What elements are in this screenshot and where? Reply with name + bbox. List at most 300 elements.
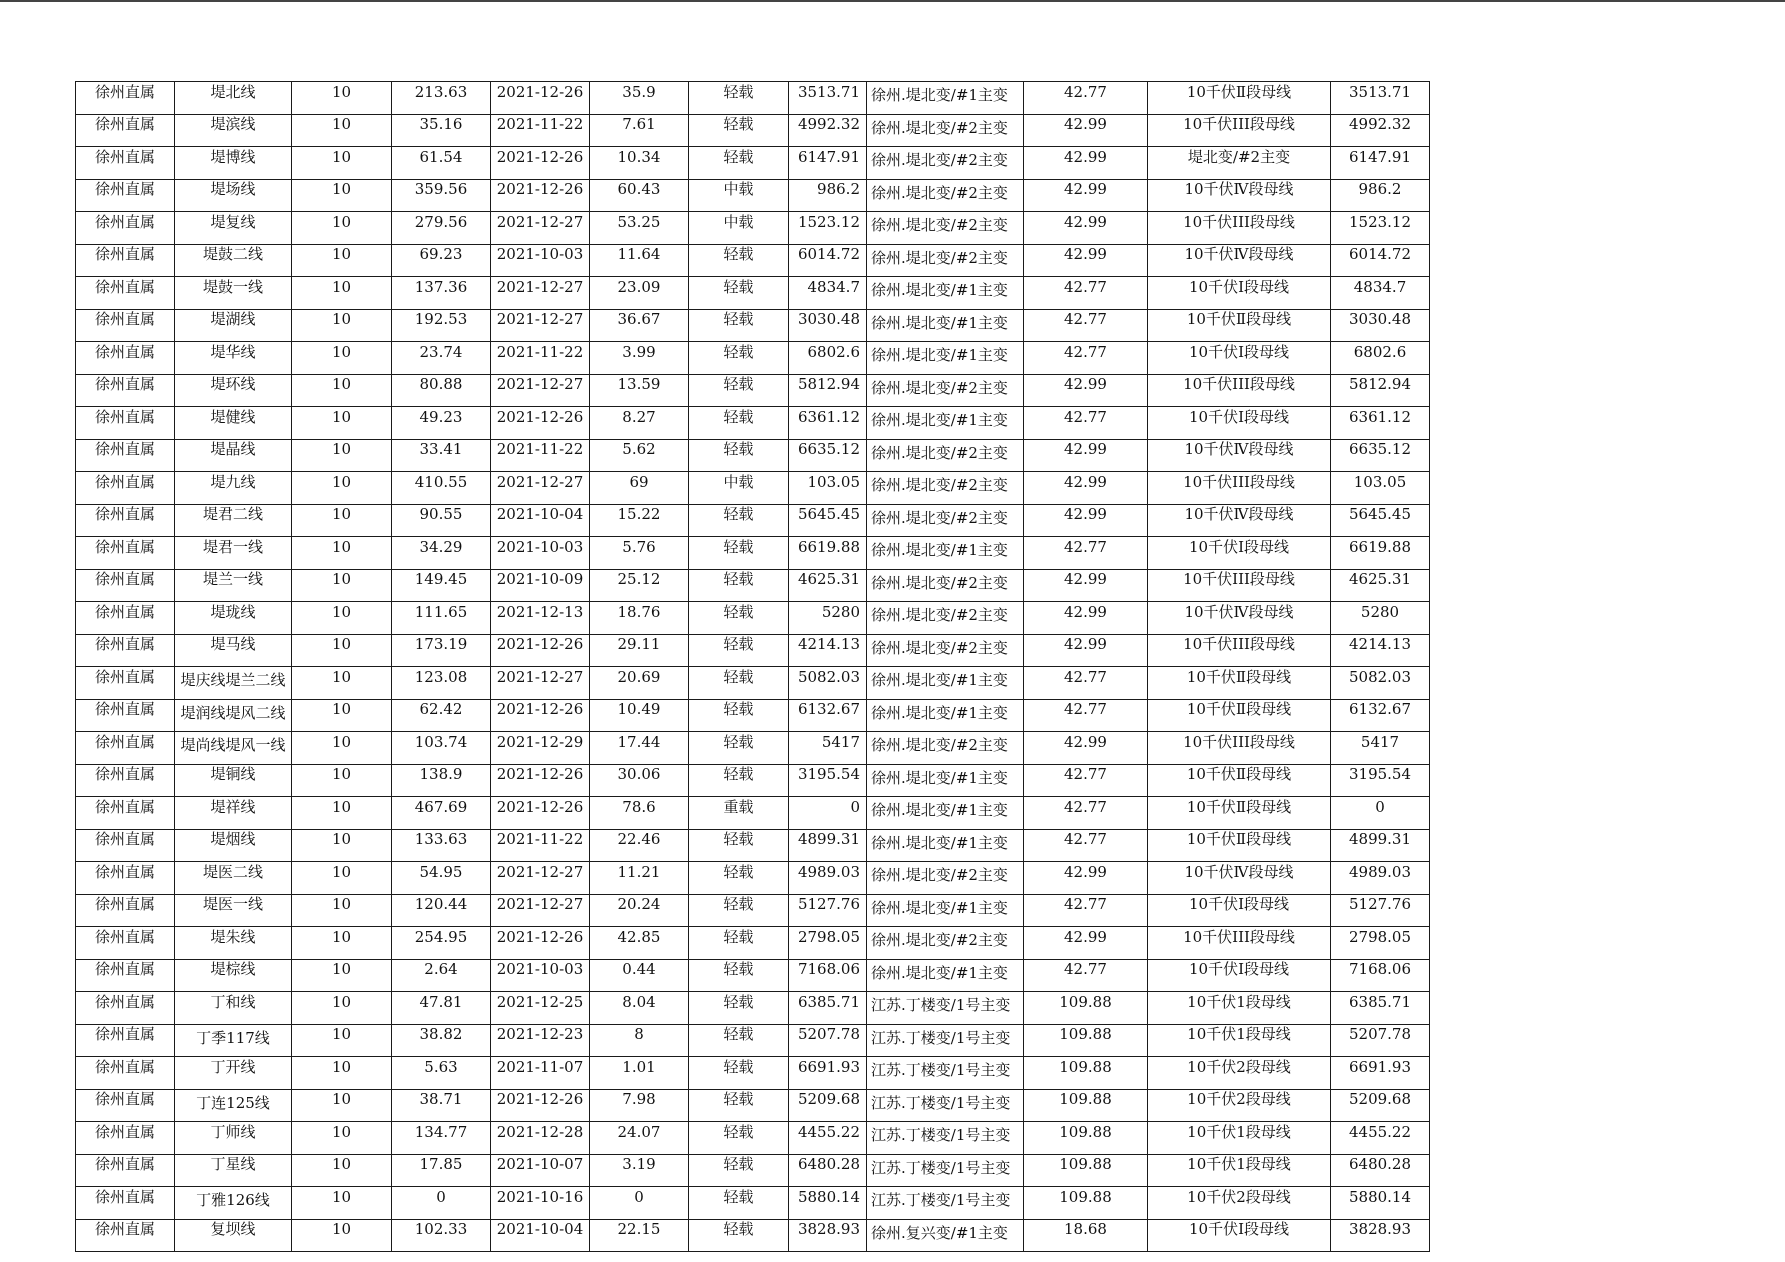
unit-text: 徐州直属 <box>94 733 155 751</box>
capacity-text: 5082.03 <box>797 668 860 686</box>
line-name-text: 堤滨线 <box>210 116 256 134</box>
transformer-load-cell <box>1024 82 1148 115</box>
capacity-cell <box>789 374 867 407</box>
bus-cell <box>1148 602 1331 635</box>
capacity-text: 1523.12 <box>797 213 860 231</box>
load-status-text: 轻载 <box>723 1058 754 1076</box>
line-name-text: 丁雅126线 <box>196 1191 270 1209</box>
load-status-cell <box>689 1187 789 1220</box>
capacity-cell <box>789 244 867 277</box>
table-row <box>76 1024 1430 1057</box>
transformer-cell <box>867 1057 1024 1090</box>
unit-cell <box>76 829 175 862</box>
current-text: 62.42 <box>419 701 463 719</box>
current-cell <box>392 1187 491 1220</box>
unit-cell <box>76 1154 175 1187</box>
date-text: 2021-12-27 <box>496 863 584 881</box>
voltage-cell <box>292 602 392 635</box>
bus-cell <box>1148 244 1331 277</box>
capacity-text: 6691.93 <box>797 1058 860 1076</box>
available-capacity-text: 6147.91 <box>1348 148 1412 166</box>
load-status-cell <box>689 439 789 472</box>
voltage-cell <box>292 82 392 115</box>
transformer-cell <box>867 634 1024 667</box>
date-text: 2021-12-26 <box>496 701 584 719</box>
bus-text: 10千伏Ⅰ段母线 <box>1188 896 1289 914</box>
voltage-cell <box>292 1187 392 1220</box>
unit-text: 徐州直属 <box>94 1026 155 1044</box>
transformer-text: 徐州.堤北变/#1主变 <box>871 801 1008 819</box>
date-cell <box>491 797 590 830</box>
load-rate-cell <box>590 472 689 505</box>
available-capacity-cell <box>1331 439 1430 472</box>
available-capacity-cell <box>1331 569 1430 602</box>
line-name-cell <box>175 244 292 277</box>
load-rate-cell <box>590 1219 689 1252</box>
voltage-text: 10 <box>331 83 352 101</box>
load-status-text: 轻载 <box>723 83 754 101</box>
unit-cell <box>76 894 175 927</box>
current-cell <box>392 634 491 667</box>
unit-cell <box>76 1057 175 1090</box>
transformer-cell <box>867 147 1024 180</box>
current-text: 5.63 <box>424 1058 458 1076</box>
line-name-cell <box>175 602 292 635</box>
load-rate-cell <box>590 927 689 960</box>
voltage-text: 10 <box>331 961 352 979</box>
load-rate-text: 69 <box>629 473 649 491</box>
line-name-cell <box>175 537 292 570</box>
unit-cell <box>76 1187 175 1220</box>
load-rate-text: 0 <box>634 1188 644 1206</box>
available-capacity-cell <box>1331 829 1430 862</box>
line-name-cell <box>175 147 292 180</box>
voltage-cell <box>292 504 392 537</box>
load-rate-cell <box>590 114 689 147</box>
available-capacity-cell <box>1331 244 1430 277</box>
table-row <box>76 1122 1430 1155</box>
date-text: 2021-10-03 <box>496 246 584 264</box>
transformer-load-text: 42.99 <box>1064 733 1107 751</box>
voltage-cell <box>292 277 392 310</box>
transformer-text: 徐州.堤北变/#1主变 <box>871 963 1008 982</box>
spreadsheet-page <box>75 81 1430 1252</box>
bus-text: 10千伏Ⅰ段母线 <box>1188 538 1289 556</box>
capacity-text: 3030.48 <box>797 311 860 329</box>
transformer-cell <box>867 1122 1024 1155</box>
current-cell <box>392 114 491 147</box>
unit-text: 徐州直属 <box>94 1123 155 1141</box>
transformer-cell <box>867 667 1024 700</box>
voltage-text: 10 <box>331 571 352 589</box>
current-text: 17.85 <box>419 1156 463 1174</box>
transformer-text: 江苏.丁楼变/1号主变 <box>871 1158 1011 1177</box>
voltage-cell <box>292 699 392 732</box>
transformer-cell <box>867 829 1024 862</box>
load-rate-cell <box>590 1154 689 1187</box>
current-text: 410.55 <box>414 473 468 491</box>
table-row <box>76 602 1430 635</box>
current-text: 137.36 <box>414 278 468 296</box>
current-text: 111.65 <box>414 603 468 621</box>
capacity-text: 4899.31 <box>797 831 860 849</box>
available-capacity-cell <box>1331 602 1430 635</box>
load-status-text: 轻载 <box>723 1221 754 1239</box>
voltage-cell <box>292 147 392 180</box>
bus-cell <box>1148 472 1331 505</box>
load-rate-cell <box>590 439 689 472</box>
date-cell <box>491 732 590 765</box>
load-status-cell <box>689 537 789 570</box>
transformer-cell <box>867 992 1024 1025</box>
capacity-text: 5645.45 <box>797 506 860 524</box>
load-status-text: 轻载 <box>723 148 754 166</box>
available-capacity-text: 6014.72 <box>1348 246 1412 264</box>
load-status-cell <box>689 179 789 212</box>
load-rate-text: 36.67 <box>617 311 661 329</box>
transformer-load-cell <box>1024 569 1148 602</box>
line-name-text: 堤铜线 <box>210 766 256 784</box>
current-text: 133.63 <box>414 831 468 849</box>
voltage-cell <box>292 894 392 927</box>
date-cell <box>491 569 590 602</box>
line-name-cell <box>175 829 292 862</box>
capacity-cell <box>789 1154 867 1187</box>
bus-text: 10千伏Ⅱ段母线 <box>1186 766 1292 784</box>
voltage-cell <box>292 667 392 700</box>
load-status-cell <box>689 1057 789 1090</box>
available-capacity-text: 5417 <box>1360 733 1400 751</box>
current-cell <box>392 959 491 992</box>
unit-cell <box>76 537 175 570</box>
transformer-load-text: 42.77 <box>1064 408 1107 426</box>
load-status-text: 轻载 <box>723 246 754 264</box>
available-capacity-text: 6802.6 <box>1353 343 1407 361</box>
table-row <box>76 179 1430 212</box>
transformer-load-text: 42.99 <box>1064 376 1107 394</box>
current-cell <box>392 699 491 732</box>
date-text: 2021-12-27 <box>496 311 584 329</box>
bus-text: 10千伏III段母线 <box>1183 473 1295 491</box>
current-cell <box>392 439 491 472</box>
bus-cell <box>1148 667 1331 700</box>
date-text: 2021-10-04 <box>496 506 584 524</box>
transformer-cell <box>867 862 1024 895</box>
line-name-cell <box>175 862 292 895</box>
bus-text: 10千伏III段母线 <box>1183 636 1295 654</box>
line-name-text: 堤尚线堤风一线 <box>180 736 286 754</box>
bus-text: 10千伏III段母线 <box>1183 116 1295 134</box>
current-text: 0 <box>436 1188 446 1206</box>
unit-cell <box>76 1024 175 1057</box>
voltage-cell <box>292 1219 392 1252</box>
bus-text: 10千伏Ⅱ段母线 <box>1186 798 1292 816</box>
current-cell <box>392 1089 491 1122</box>
line-name-text: 堤健线 <box>210 408 256 426</box>
current-text: 279.56 <box>414 213 468 231</box>
transformer-load-cell <box>1024 1024 1148 1057</box>
capacity-cell <box>789 179 867 212</box>
load-status-cell <box>689 1089 789 1122</box>
available-capacity-cell <box>1331 277 1430 310</box>
voltage-cell <box>292 342 392 375</box>
load-rate-text: 25.12 <box>617 571 661 589</box>
bus-cell <box>1148 829 1331 862</box>
capacity-cell <box>789 959 867 992</box>
load-rate-cell <box>590 1024 689 1057</box>
line-name-cell <box>175 992 292 1025</box>
capacity-cell <box>789 504 867 537</box>
transformer-cell <box>867 894 1024 927</box>
bus-text: 10千伏III段母线 <box>1183 376 1295 394</box>
capacity-cell <box>789 277 867 310</box>
voltage-cell <box>292 309 392 342</box>
date-text: 2021-12-27 <box>496 896 584 914</box>
current-cell <box>392 537 491 570</box>
date-cell <box>491 634 590 667</box>
transformer-cell <box>867 959 1024 992</box>
transformer-text: 徐州.堤北变/#2主变 <box>871 638 1008 657</box>
voltage-text: 10 <box>331 1156 352 1174</box>
available-capacity-text: 3195.54 <box>1348 766 1412 784</box>
load-status-text: 中载 <box>723 213 754 231</box>
unit-text: 徐州直属 <box>94 701 155 719</box>
transformer-text: 徐州.堤北变/#2主变 <box>871 476 1008 494</box>
date-text: 2021-12-26 <box>496 636 584 654</box>
available-capacity-cell <box>1331 342 1430 375</box>
available-capacity-text: 6361.12 <box>1348 408 1412 426</box>
load-status-text: 轻载 <box>723 831 754 849</box>
date-text: 2021-10-03 <box>496 961 584 979</box>
voltage-text: 10 <box>331 863 352 881</box>
load-rate-cell <box>590 862 689 895</box>
line-name-text: 堤医一线 <box>202 896 263 914</box>
date-cell <box>491 179 590 212</box>
available-capacity-cell <box>1331 179 1430 212</box>
load-rate-cell <box>590 1122 689 1155</box>
voltage-cell <box>292 407 392 440</box>
capacity-text: 6480.28 <box>797 1156 860 1174</box>
line-name-text: 堤君二线 <box>202 506 263 524</box>
load-status-cell <box>689 797 789 830</box>
line-name-text: 堤北线 <box>210 83 256 101</box>
transformer-cell <box>867 1219 1024 1252</box>
table-row <box>76 212 1430 245</box>
transformer-cell <box>867 602 1024 635</box>
line-name-text: 堤复线 <box>210 213 256 231</box>
unit-text: 徐州直属 <box>94 181 155 199</box>
bus-cell <box>1148 277 1331 310</box>
voltage-text: 10 <box>331 993 352 1011</box>
date-text: 2021-10-09 <box>496 571 584 589</box>
capacity-text: 7168.06 <box>797 961 860 979</box>
available-capacity-cell <box>1331 1089 1430 1122</box>
transformer-load-text: 42.99 <box>1064 863 1107 881</box>
transformer-load-cell <box>1024 862 1148 895</box>
available-capacity-text: 6619.88 <box>1348 538 1412 556</box>
transformer-load-cell <box>1024 1219 1148 1252</box>
bus-text: 10千伏Ⅱ段母线 <box>1186 668 1292 686</box>
voltage-cell <box>292 829 392 862</box>
load-status-cell <box>689 992 789 1025</box>
bus-text: 10千伏Ⅱ段母线 <box>1186 311 1292 329</box>
transformer-text: 徐州.堤北变/#2主变 <box>871 216 1008 234</box>
line-name-text: 丁开线 <box>210 1058 256 1076</box>
load-status-cell <box>689 277 789 310</box>
line-name-text: 堤九线 <box>210 473 256 491</box>
load-status-text: 轻载 <box>723 701 754 719</box>
transformer-text: 徐州.堤北变/#2主变 <box>871 183 1008 202</box>
voltage-text: 10 <box>331 538 352 556</box>
transformer-load-cell <box>1024 309 1148 342</box>
bus-cell <box>1148 212 1331 245</box>
load-status-cell <box>689 862 789 895</box>
unit-cell <box>76 212 175 245</box>
bus-cell <box>1148 1154 1331 1187</box>
load-status-cell <box>689 1122 789 1155</box>
date-text: 2021-12-26 <box>496 148 584 166</box>
load-rate-cell <box>590 179 689 212</box>
transformer-cell <box>867 797 1024 830</box>
available-capacity-cell <box>1331 1154 1430 1187</box>
load-rate-text: 1.01 <box>622 1058 656 1076</box>
capacity-cell <box>789 764 867 797</box>
date-cell <box>491 1122 590 1155</box>
transformer-load-cell <box>1024 374 1148 407</box>
date-text: 2021-12-26 <box>496 798 584 816</box>
transformer-text: 徐州.堤北变/#2主变 <box>871 606 1008 624</box>
transformer-cell <box>867 732 1024 765</box>
transformer-text: 徐州.堤北变/#1主变 <box>871 86 1008 104</box>
line-name-cell <box>175 1219 292 1252</box>
load-rate-text: 29.11 <box>617 636 661 654</box>
date-cell <box>491 927 590 960</box>
load-status-text: 轻载 <box>723 896 754 914</box>
date-cell <box>491 1154 590 1187</box>
capacity-cell <box>789 927 867 960</box>
line-name-text: 堤场线 <box>210 181 256 199</box>
unit-cell <box>76 244 175 277</box>
available-capacity-cell <box>1331 634 1430 667</box>
load-rate-text: 22.15 <box>617 1221 661 1239</box>
unit-text: 徐州直属 <box>94 538 155 556</box>
line-name-text: 堤润线堤风二线 <box>180 703 286 722</box>
bus-text: 10千伏Ⅳ段母线 <box>1184 246 1294 264</box>
voltage-text: 10 <box>331 148 352 166</box>
transformer-cell <box>867 342 1024 375</box>
line-name-text: 堤博线 <box>210 148 256 166</box>
available-capacity-cell <box>1331 537 1430 570</box>
line-name-cell <box>175 927 292 960</box>
capacity-text: 0 <box>850 798 860 816</box>
available-capacity-cell <box>1331 309 1430 342</box>
bus-cell <box>1148 1024 1331 1057</box>
transformer-text: 江苏.丁楼变/1号主变 <box>871 996 1011 1014</box>
date-text: 2021-12-26 <box>496 181 584 199</box>
bus-cell <box>1148 1219 1331 1252</box>
date-cell <box>491 472 590 505</box>
capacity-cell <box>789 797 867 830</box>
transformer-load-text: 42.77 <box>1064 798 1107 816</box>
transformer-load-cell <box>1024 179 1148 212</box>
load-rate-text: 35.9 <box>622 83 656 101</box>
load-rate-text: 18.76 <box>617 603 661 621</box>
current-cell <box>392 1154 491 1187</box>
bus-cell <box>1148 634 1331 667</box>
available-capacity-text: 103.05 <box>1353 473 1407 491</box>
transformer-load-text: 42.77 <box>1064 311 1107 329</box>
bus-cell <box>1148 439 1331 472</box>
unit-text: 徐州直属 <box>94 636 155 654</box>
voltage-text: 10 <box>331 311 352 329</box>
transformer-load-cell <box>1024 407 1148 440</box>
transformer-load-cell <box>1024 667 1148 700</box>
table-row <box>76 732 1430 765</box>
unit-text: 徐州直属 <box>94 278 155 296</box>
date-cell <box>491 439 590 472</box>
transformer-load-text: 42.77 <box>1064 83 1107 101</box>
available-capacity-text: 7168.06 <box>1348 961 1412 979</box>
bus-cell <box>1148 114 1331 147</box>
date-cell <box>491 147 590 180</box>
load-rate-cell <box>590 82 689 115</box>
transformer-cell <box>867 504 1024 537</box>
date-cell <box>491 959 590 992</box>
unit-text: 徐州直属 <box>94 863 155 881</box>
unit-cell <box>76 634 175 667</box>
date-text: 2021-10-03 <box>496 538 584 556</box>
transformer-load-cell <box>1024 212 1148 245</box>
available-capacity-text: 6132.67 <box>1348 701 1412 719</box>
capacity-cell <box>789 569 867 602</box>
available-capacity-cell <box>1331 667 1430 700</box>
feeder-load-table <box>75 81 1430 1252</box>
load-status-text: 中载 <box>723 181 754 199</box>
available-capacity-cell <box>1331 959 1430 992</box>
transformer-load-cell <box>1024 1154 1148 1187</box>
table-row <box>76 147 1430 180</box>
voltage-text: 10 <box>331 1123 352 1141</box>
transformer-text: 徐州.堤北变/#1主变 <box>871 346 1008 364</box>
current-text: 34.29 <box>419 538 463 556</box>
line-name-cell <box>175 439 292 472</box>
bus-cell <box>1148 504 1331 537</box>
bus-text: 10千伏Ⅰ段母线 <box>1188 408 1289 426</box>
transformer-text: 徐州.堤北变/#2主变 <box>871 151 1008 169</box>
available-capacity-text: 5209.68 <box>1348 1091 1412 1109</box>
transformer-text: 徐州.堤北变/#2主变 <box>871 736 1008 754</box>
date-text: 2021-11-22 <box>496 116 584 134</box>
capacity-text: 6802.6 <box>807 343 860 361</box>
line-name-cell <box>175 1057 292 1090</box>
line-name-text: 堤华线 <box>210 343 256 361</box>
current-cell <box>392 82 491 115</box>
unit-text: 徐州直属 <box>94 343 155 361</box>
current-text: 90.55 <box>419 506 463 524</box>
transformer-cell <box>867 927 1024 960</box>
line-name-text: 堤医二线 <box>202 863 263 881</box>
unit-text: 徐州直属 <box>94 408 155 426</box>
current-cell <box>392 342 491 375</box>
load-status-cell <box>689 1219 789 1252</box>
unit-cell <box>76 667 175 700</box>
voltage-cell <box>292 179 392 212</box>
current-text: 38.82 <box>419 1026 463 1044</box>
transformer-load-text: 109.88 <box>1059 1156 1112 1174</box>
table-row <box>76 244 1430 277</box>
unit-cell <box>76 472 175 505</box>
line-name-cell <box>175 797 292 830</box>
